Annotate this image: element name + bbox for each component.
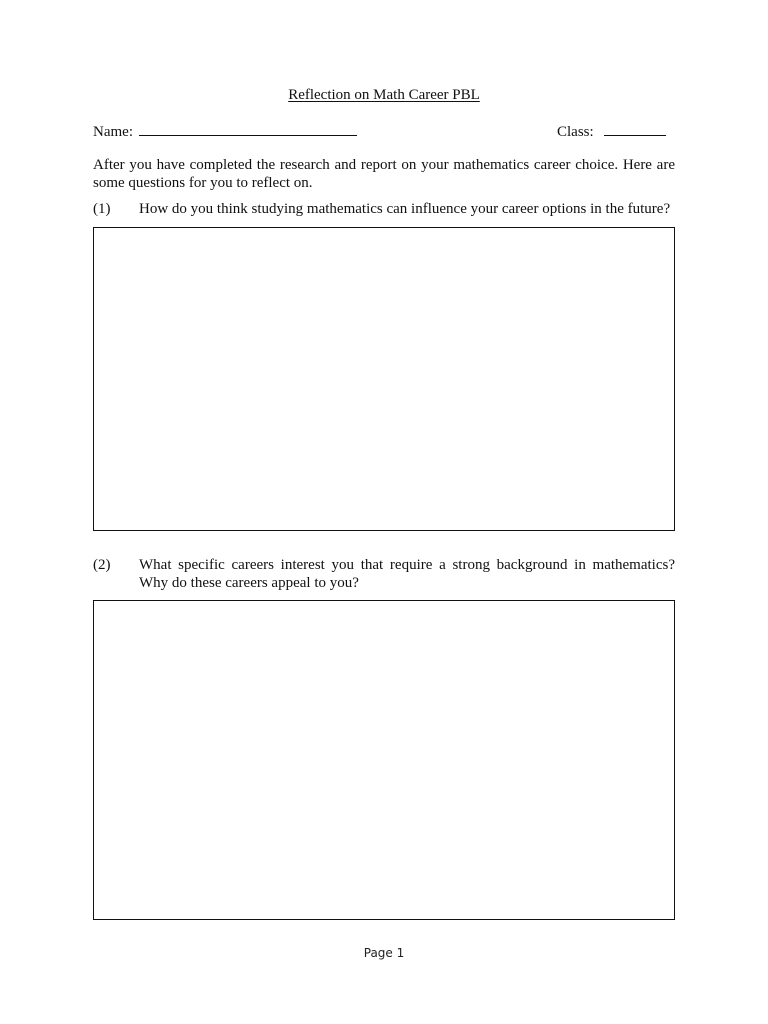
class-field-row xyxy=(557,121,666,141)
question-2-text: What specific careers interest you that require a strong background in mathematics? Why do these careers appeal to you? xyxy=(139,557,675,591)
question-1-number: (1) xyxy=(93,201,111,217)
intro-paragraph: After you have completed the research and report on your mathematics career choice. Here are some questions for you to reflect on. xyxy=(93,157,675,191)
question-1-text: How do you think studying mathematics can influence your career options in the future? xyxy=(139,201,671,217)
question-2 xyxy=(93,556,675,596)
name-field-row xyxy=(93,121,357,141)
name-blank-line[interactable] xyxy=(139,121,357,136)
question-2-number: (2) xyxy=(93,557,111,573)
class-label: Class: xyxy=(557,124,594,140)
answer-box-2[interactable] xyxy=(93,600,675,920)
page-number: Page 1 xyxy=(363,946,405,960)
name-label: Name: xyxy=(93,124,133,140)
worksheet-title: Reflection on Math Career PBL xyxy=(288,87,480,103)
answer-box-1[interactable] xyxy=(93,227,675,531)
class-blank-line[interactable] xyxy=(604,121,666,136)
question-1 xyxy=(93,200,675,220)
